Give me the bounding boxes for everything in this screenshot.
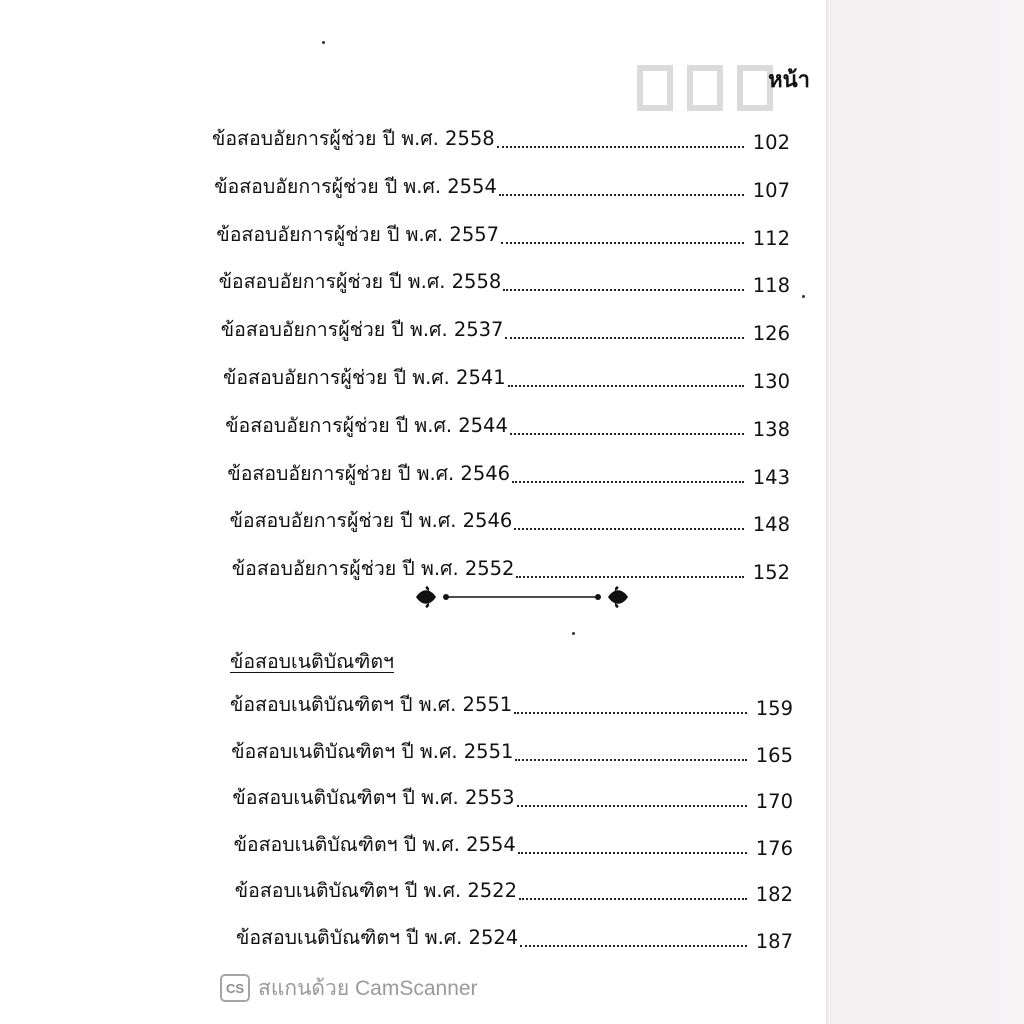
toc-leader-dots: [517, 805, 747, 807]
toc-leader-dots: [505, 337, 744, 339]
toc-entry: [235, 870, 793, 906]
toc-entry-title: ข้อสอบอัยการผู้ช่วย ปี พ.ศ. 2552: [231, 557, 515, 581]
toc-entry-title: ข้อสอบอัยการผู้ช่วย ปี พ.ศ. 2546: [227, 461, 511, 485]
toc-leader-dots: [503, 289, 744, 291]
toc-entry-page-number: 130: [752, 370, 790, 393]
toc-entry: [236, 917, 793, 953]
toc-entry: [227, 453, 790, 489]
toc-leader-dots: [510, 433, 744, 435]
toc-entry-page-number: 126: [752, 322, 790, 346]
toc-entry-title: ข้อสอบอัยการผู้ช่วย ปี พ.ศ. 2558: [212, 127, 495, 150]
toc-entry-title: ข้อสอบอัยการผู้ช่วย ปี พ.ศ. 2557: [216, 222, 500, 246]
toc-entry: [212, 118, 790, 154]
toc-entry-title: ข้อสอบเนติบัณฑิตฯ ปี พ.ศ. 2524: [236, 926, 519, 949]
camscanner-logo-icon: CS: [220, 974, 250, 1002]
toc-leader-dots: [512, 481, 744, 483]
toc-entry: [225, 405, 790, 441]
toc-entry: [214, 166, 790, 202]
toc-entry: [232, 777, 793, 813]
toc-entry-title: ข้อสอบเนติบัณฑิตฯ ปี พ.ศ. 2554: [233, 832, 516, 856]
toc-entry-title: ข้อสอบเนติบัณฑิตฯ ปี พ.ศ. 2551: [231, 739, 514, 763]
toc-entry-page-number: 148: [752, 513, 790, 537]
toc-leader-dots: [501, 242, 744, 244]
toc-entry-page-number: 182: [755, 883, 793, 907]
toc-entry-page-number: 152: [752, 561, 790, 585]
toc-entry: [231, 731, 793, 767]
toc-entry-page-number: 176: [755, 836, 793, 860]
toc-entry-page-number: 112: [752, 226, 790, 250]
toc-entry-page-number: 118: [752, 274, 790, 298]
toc-entry-title: ข้อสอบเนติบัณฑิตฯ ปี พ.ศ. 2522: [234, 879, 517, 903]
toc-entry-title: ข้อสอบอัยการผู้ช่วย ปี พ.ศ. 2541: [223, 366, 506, 389]
toc-entry-page-number: 159: [755, 697, 793, 720]
toc-entry-title: ข้อสอบอัยการผู้ช่วย ปี พ.ศ. 2544: [225, 413, 508, 437]
toc-leader-dots: [514, 712, 747, 714]
toc-leader-dots: [499, 194, 744, 196]
toc-entry-title: ข้อสอบอัยการผู้ช่วย ปี พ.ศ. 2546: [229, 509, 513, 533]
toc-leader-dots: [520, 945, 747, 947]
scan-speck: [572, 632, 575, 635]
camscanner-watermark: [220, 974, 478, 1002]
scan-speck: [322, 41, 325, 44]
toc-entry-page-number: 143: [752, 465, 790, 489]
toc-entry-page-number: 102: [752, 131, 790, 154]
toc-entry-page-number: 138: [752, 417, 790, 441]
toc-leader-dots: [515, 759, 747, 761]
toc-leader-dots: [518, 852, 747, 854]
toc-entry-title: ข้อสอบอัยการผู้ช่วย ปี พ.ศ. 2537: [220, 318, 504, 342]
toc-entry-page-number: 170: [755, 790, 793, 814]
toc-leader-dots: [514, 528, 744, 530]
section-heading-bar-exam: ข้อสอบเนติบัณฑิตฯ: [230, 650, 394, 673]
toc-entry-page-number: 165: [755, 743, 793, 767]
watermark-text: สแกนด้วย CamScanner: [258, 976, 478, 1000]
toc-entry-page-number: 187: [755, 930, 793, 953]
toc-entry: [219, 261, 790, 297]
ornament-divider: [414, 586, 630, 608]
toc-entry: [232, 548, 790, 584]
toc-entry: [223, 357, 790, 393]
page-edge-shadow: [826, 0, 1024, 1024]
toc-entry-title: ข้อสอบอัยการผู้ช่วย ปี พ.ศ. 2554: [214, 174, 497, 198]
toc-leader-dots: [516, 576, 744, 578]
toc-entry-title: ข้อสอบเนติบัณฑิตฯ ปี พ.ศ. 2551: [230, 693, 513, 716]
toc-entry: [216, 214, 790, 250]
toc-entry-title: ข้อสอบเนติบัณฑิตฯ ปี พ.ศ. 2553: [232, 786, 515, 810]
scan-speck: [802, 295, 805, 298]
toc-leader-dots: [497, 146, 744, 148]
toc-entry-title: ข้อสอบอัยการผู้ช่วย ปี พ.ศ. 2558: [218, 270, 502, 294]
toc-entry: [221, 309, 790, 345]
toc-leader-dots: [508, 385, 744, 387]
toc-entry: [230, 684, 793, 720]
page-column-header: หน้า: [768, 68, 810, 93]
toc-entry-page-number: 107: [752, 178, 790, 202]
toc-entry: [234, 824, 793, 860]
toc-leader-dots: [519, 898, 747, 900]
toc-entry: [230, 500, 790, 536]
